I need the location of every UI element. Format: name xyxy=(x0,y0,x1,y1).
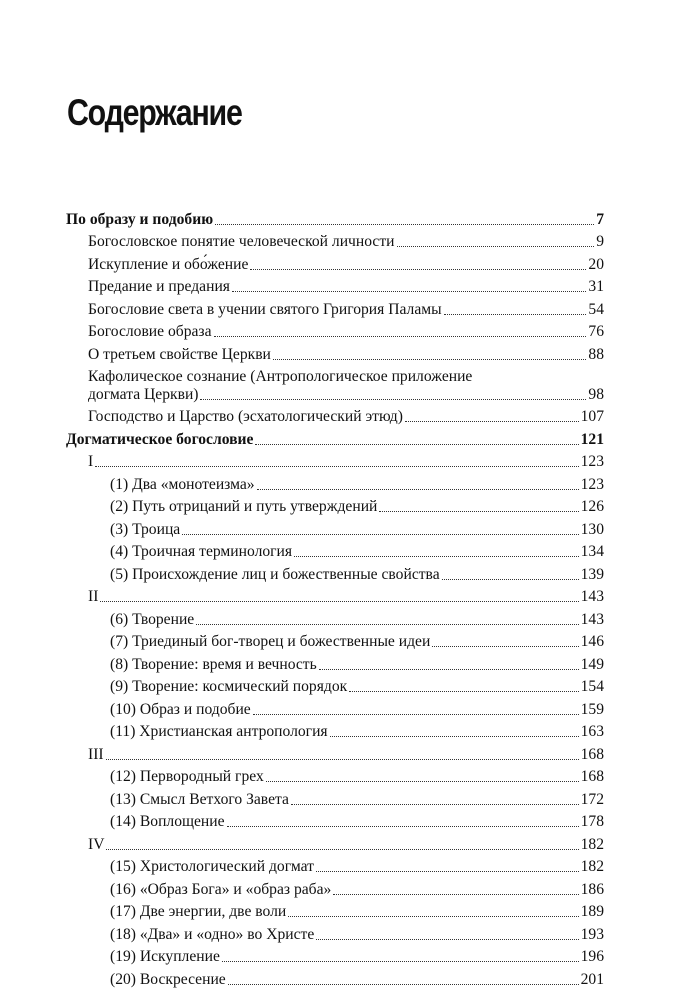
toc-entry-title: (8) Творение: время и вечность xyxy=(110,655,317,673)
toc-entry-title: (2) Путь отрицаний и путь утверждений xyxy=(110,498,378,515)
dot-leader xyxy=(106,849,578,850)
toc-entry-title-continued: догмата Церкви) xyxy=(88,385,199,403)
dot-leader xyxy=(291,804,579,805)
toc-entry[interactable] xyxy=(66,719,604,742)
toc-entry-title: (1) Два «монотеизма» xyxy=(110,475,255,493)
toc-entry-title: III xyxy=(88,745,104,763)
toc-entry[interactable] xyxy=(66,921,604,944)
toc-entry[interactable] xyxy=(66,206,604,229)
toc-entry[interactable] xyxy=(66,764,604,787)
toc-entry[interactable] xyxy=(66,809,604,832)
toc-entry-title: Богословие света в учении святого Григория Паламы xyxy=(88,300,442,318)
dot-leader xyxy=(222,961,579,962)
toc-entry-page: 88 xyxy=(588,345,604,363)
dot-leader xyxy=(215,224,594,225)
toc-entry-title: (5) Происхождение лиц и божественные свойства xyxy=(110,565,440,583)
toc-entry-title: I xyxy=(88,453,94,470)
toc-entry-title: IV xyxy=(88,835,105,853)
dot-leader xyxy=(253,714,579,715)
toc-entry-title: Предание и предания xyxy=(88,278,230,295)
dot-leader xyxy=(432,646,578,647)
toc-entry-title: Господство и Царство (эсхатологический этюд) xyxy=(88,408,403,425)
toc-entry-page: 178 xyxy=(580,813,604,830)
dot-leader xyxy=(442,579,579,580)
toc-entry-page: 168 xyxy=(580,768,604,785)
toc-entry-page: 143 xyxy=(580,588,604,605)
toc-entry[interactable] xyxy=(66,696,604,719)
toc-entry-page: 76 xyxy=(588,323,604,340)
toc-entry-page: 139 xyxy=(580,565,604,583)
toc-entry-title: (18) «Два» и «одно» во Христе xyxy=(110,925,315,943)
toc-entry-page: 20 xyxy=(588,255,604,273)
toc-entry[interactable] xyxy=(66,854,604,877)
dot-leader xyxy=(95,466,578,467)
toc-entry[interactable] xyxy=(66,741,604,764)
dot-leader xyxy=(294,556,579,557)
toc-entry[interactable] xyxy=(66,539,604,562)
dot-leader xyxy=(333,894,578,895)
toc-entry-page: 193 xyxy=(580,925,604,943)
toc-entry-page: 126 xyxy=(580,498,604,515)
toc-entry-title: II xyxy=(88,588,99,605)
toc-entry-page: 182 xyxy=(580,858,604,875)
toc-entry-page: 172 xyxy=(580,790,604,808)
toc-entry-page: 154 xyxy=(580,678,604,695)
toc-entry-title: (9) Творение: космический порядок xyxy=(110,678,348,695)
toc-entry[interactable] xyxy=(66,426,604,449)
dot-leader xyxy=(182,534,578,535)
toc-entry-page: 98 xyxy=(588,385,604,403)
toc-entry-title: (11) Христианская антропология xyxy=(110,723,328,740)
toc-entry-page: 31 xyxy=(588,278,604,295)
dot-leader xyxy=(266,781,579,782)
toc-entry[interactable] xyxy=(66,449,604,472)
dot-leader xyxy=(228,984,579,985)
toc-entry-page: 189 xyxy=(580,903,604,920)
toc-entry[interactable] xyxy=(66,831,604,854)
toc-entry-title: (19) Искупление xyxy=(110,948,220,965)
dot-leader xyxy=(257,489,579,490)
page-title: Содержание xyxy=(67,92,242,133)
toc-entry-page: 159 xyxy=(580,700,604,718)
toc-entry[interactable] xyxy=(66,629,604,652)
dot-leader xyxy=(273,359,586,360)
toc-entry-page: 134 xyxy=(580,543,604,560)
toc-entry[interactable] xyxy=(66,494,604,517)
toc-entry-title: (15) Христологический догмат xyxy=(110,858,314,875)
dot-leader xyxy=(444,314,587,315)
toc-entry-page: 107 xyxy=(580,408,604,425)
toc-entry[interactable] xyxy=(66,404,604,427)
table-of-contents xyxy=(66,206,604,989)
toc-entry-title: (13) Смысл Ветхого Завета xyxy=(110,790,289,808)
dot-leader xyxy=(316,939,578,940)
toc-entry-page: 123 xyxy=(580,453,604,470)
dot-leader xyxy=(288,916,578,917)
dot-leader xyxy=(214,336,587,337)
toc-entry-page: 186 xyxy=(580,880,604,898)
toc-entry[interactable] xyxy=(66,516,604,539)
toc-entry-title: По образу и подобию xyxy=(66,210,214,228)
toc-entry-title: О третьем свойстве Церкви xyxy=(88,345,271,363)
toc-entry-title: Догматическое богословие xyxy=(66,430,254,448)
toc-entry-page: 182 xyxy=(580,835,604,853)
dot-leader xyxy=(196,624,578,625)
toc-entry[interactable] xyxy=(66,966,604,989)
toc-entry[interactable] xyxy=(66,319,604,342)
toc-entry[interactable] xyxy=(66,606,604,629)
toc-entry[interactable] xyxy=(66,274,604,297)
toc-entry-page: 7 xyxy=(596,210,604,228)
toc-entry[interactable] xyxy=(66,471,604,494)
dot-leader xyxy=(319,669,579,670)
toc-entry-page: 168 xyxy=(580,745,604,763)
dot-leader xyxy=(250,269,586,270)
toc-entry-page: 163 xyxy=(580,723,604,740)
toc-entry-title: Богословское понятие человеческой личности xyxy=(88,233,395,250)
toc-entry-title: (16) «Образ Бога» и «образ раба» xyxy=(110,880,332,898)
toc-entry-page: 201 xyxy=(580,970,604,988)
dot-leader xyxy=(405,421,579,422)
dot-leader xyxy=(227,826,579,827)
toc-entry-title: (17) Две энергии, две воли xyxy=(110,903,287,920)
toc-entry[interactable] xyxy=(66,561,604,584)
toc-entry-title: (12) Первородный грех xyxy=(110,768,264,785)
toc-entry[interactable] xyxy=(66,296,604,319)
toc-entry-title: Кафолическое сознание (Антропологическое приложение xyxy=(88,367,473,385)
dot-leader xyxy=(100,601,578,602)
dot-leader xyxy=(106,759,579,760)
toc-entry[interactable] xyxy=(66,651,604,674)
toc-entry[interactable] xyxy=(66,341,604,364)
toc-entry-title: Искупление и обо́жение xyxy=(88,255,249,273)
toc-entry-title: (3) Троица xyxy=(110,520,181,538)
dot-leader xyxy=(397,246,595,247)
toc-entry[interactable] xyxy=(66,674,604,697)
toc-entry[interactable] xyxy=(66,876,604,899)
toc-entry-page: 9 xyxy=(596,233,604,250)
toc-entry-title: Богословие образа xyxy=(88,323,212,340)
toc-entry-page: 196 xyxy=(580,948,604,965)
toc-entry-page: 54 xyxy=(588,300,604,318)
toc-entry-title: (4) Троичная терминология xyxy=(110,543,293,560)
dot-leader xyxy=(200,399,586,400)
dot-leader xyxy=(316,871,579,872)
dot-leader xyxy=(232,291,586,292)
toc-entry-page: 130 xyxy=(580,520,604,538)
toc-entry-page: 121 xyxy=(580,430,604,448)
toc-entry-title: (20) Воскресение xyxy=(110,970,226,988)
toc-entry[interactable] xyxy=(66,786,604,809)
dot-leader xyxy=(349,691,578,692)
toc-entry-title: (7) Триединый бог-творец и божественные идеи xyxy=(110,633,431,650)
dot-leader xyxy=(330,736,579,737)
toc-entry-page: 146 xyxy=(580,633,604,650)
dot-leader xyxy=(255,444,578,445)
toc-entry-page: 143 xyxy=(580,610,604,628)
toc-entry[interactable] xyxy=(66,584,604,607)
toc-entry-title: (14) Воплощение xyxy=(110,813,225,830)
toc-entry[interactable] xyxy=(66,229,604,252)
toc-entry-page: 123 xyxy=(580,475,604,493)
toc-entry[interactable] xyxy=(66,251,604,274)
toc-entry[interactable] xyxy=(66,899,604,922)
dot-leader xyxy=(379,511,578,512)
toc-entry-title: (10) Образ и подобие xyxy=(110,700,251,718)
toc-entry[interactable] xyxy=(66,364,604,404)
toc-entry[interactable] xyxy=(66,944,604,967)
toc-entry-title: (6) Творение xyxy=(110,610,195,628)
toc-entry-page: 149 xyxy=(580,655,604,673)
